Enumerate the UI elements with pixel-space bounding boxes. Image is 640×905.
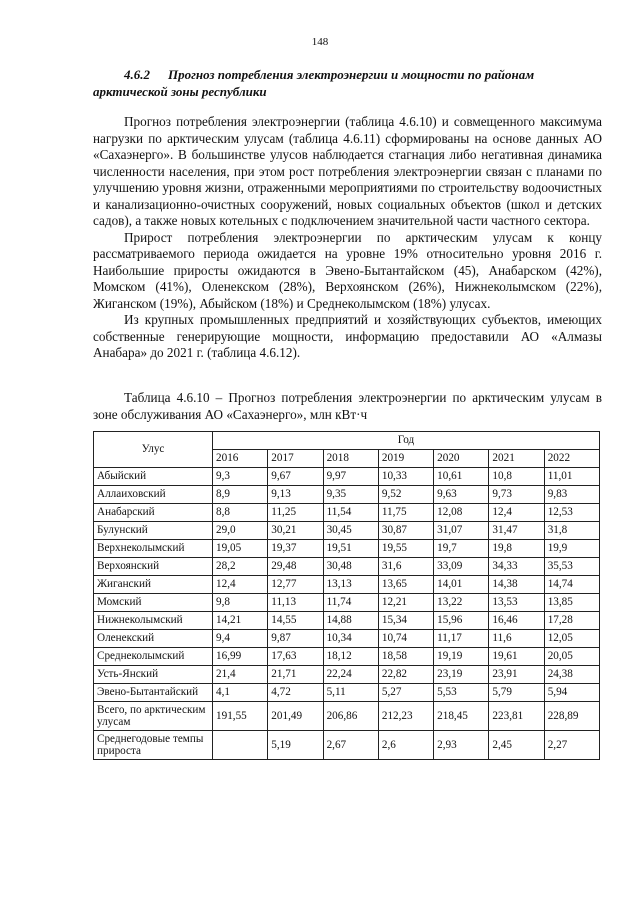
table-row bbox=[94, 666, 600, 684]
table-row bbox=[94, 630, 600, 648]
table-row bbox=[94, 594, 600, 612]
row-value-cell: 13,53 bbox=[489, 594, 544, 612]
row-value-cell: 9,63 bbox=[434, 486, 489, 504]
row-value-cell: 8,8 bbox=[213, 504, 268, 522]
row-value-cell: 206,86 bbox=[323, 702, 378, 731]
row-value-cell: 5,27 bbox=[378, 684, 433, 702]
table-row bbox=[94, 558, 600, 576]
row-value-cell: 12,21 bbox=[378, 594, 433, 612]
row-value-cell: 19,9 bbox=[544, 540, 599, 558]
row-value-cell: 2,6 bbox=[378, 731, 433, 760]
row-value-cell: 9,87 bbox=[268, 630, 323, 648]
row-value-cell: 5,53 bbox=[434, 684, 489, 702]
row-value-cell: 228,89 bbox=[544, 702, 599, 731]
header-year: 2021 bbox=[489, 450, 544, 468]
row-value-cell: 11,74 bbox=[323, 594, 378, 612]
row-value-cell: 9,97 bbox=[323, 468, 378, 486]
row-ulus-name: Оленекский bbox=[94, 630, 213, 648]
row-value-cell: 4,1 bbox=[213, 684, 268, 702]
paragraph-forecast-basis: Прогноз потребления электроэнергии (таблица 4.6.10) и совмещенного максимума нагрузки по арктическим улусам (таблица 4.6.11) сформированы на основе данных АО «Сахаэнерго». В большинстве улусов наблюдается стагнация либо негативная динамика численности населения, при этом рост потребления электроэнергии связан с планами по улучшению уровня жизни, отраженными мероприятиями по строительству водоочистных и канализационно-очистных сооружений, новых социальных объектов (школ и детских садов), а также новых котельных с подключением значительной части частного сектора. bbox=[93, 114, 602, 228]
row-value-cell: 9,4 bbox=[213, 630, 268, 648]
row-value-cell: 9,35 bbox=[323, 486, 378, 504]
row-value-cell: 9,52 bbox=[378, 486, 433, 504]
row-value-cell bbox=[213, 731, 268, 760]
row-value-cell: 12,4 bbox=[489, 504, 544, 522]
row-value-cell: 11,75 bbox=[378, 504, 433, 522]
table-row bbox=[94, 576, 600, 594]
row-value-cell: 19,55 bbox=[378, 540, 433, 558]
table-row bbox=[94, 612, 600, 630]
row-value-cell: 18,58 bbox=[378, 648, 433, 666]
row-value-cell: 9,8 bbox=[213, 594, 268, 612]
row-ulus-name: Жиганский bbox=[94, 576, 213, 594]
header-year: 2016 bbox=[213, 450, 268, 468]
row-value-cell: 10,33 bbox=[378, 468, 433, 486]
row-value-cell: 11,54 bbox=[323, 504, 378, 522]
row-value-cell: 5,79 bbox=[489, 684, 544, 702]
row-value-cell: 22,24 bbox=[323, 666, 378, 684]
row-value-cell: 15,96 bbox=[434, 612, 489, 630]
header-god: Год bbox=[213, 432, 600, 450]
row-value-cell: 10,34 bbox=[323, 630, 378, 648]
row-value-cell: 14,74 bbox=[544, 576, 599, 594]
row-value-cell: 14,21 bbox=[213, 612, 268, 630]
row-value-cell: 35,53 bbox=[544, 558, 599, 576]
row-value-cell: 191,55 bbox=[213, 702, 268, 731]
row-value-cell: 23,19 bbox=[434, 666, 489, 684]
row-value-cell: 31,6 bbox=[378, 558, 433, 576]
row-value-cell: 14,38 bbox=[489, 576, 544, 594]
row-value-cell: 22,82 bbox=[378, 666, 433, 684]
header-year: 2018 bbox=[323, 450, 378, 468]
row-value-cell: 29,48 bbox=[268, 558, 323, 576]
paragraph-enterprises: Из крупных промышленных предприятий и хозяйствующих субъектов, имеющих собственные генерирующие мощности, информацию предоставили АО «Алмазы Анабара» до 2021 г. (таблица 4.6.12). bbox=[93, 312, 602, 360]
row-ulus-name: Всего, по арктическим улусам bbox=[94, 702, 213, 731]
paragraph-growth: Прирост потребления электроэнергии по арктическим улусам к концу рассматриваемого периода ожидается на уровне 19% относительно уровня 2016 г. Наибольшие приросты ожидаются в Эвено-Бытантайском (45), Анабарском (42%), Момском (41%), Оленекском (28%), Верхоянском (26%), Нижнеколымском (22%), Жиганском (19%), Абыйском (18%) и Среднеколымском (18%) улусах. bbox=[93, 229, 602, 311]
header-year: 2022 bbox=[544, 450, 599, 468]
row-value-cell: 19,61 bbox=[489, 648, 544, 666]
row-value-cell: 12,77 bbox=[268, 576, 323, 594]
row-value-cell: 10,61 bbox=[434, 468, 489, 486]
row-value-cell: 13,65 bbox=[378, 576, 433, 594]
row-value-cell: 12,4 bbox=[213, 576, 268, 594]
row-ulus-name: Абыйский bbox=[94, 468, 213, 486]
row-value-cell: 21,4 bbox=[213, 666, 268, 684]
row-value-cell: 5,94 bbox=[544, 684, 599, 702]
row-value-cell: 5,11 bbox=[323, 684, 378, 702]
row-value-cell: 12,05 bbox=[544, 630, 599, 648]
row-value-cell: 15,34 bbox=[378, 612, 433, 630]
row-value-cell: 218,45 bbox=[434, 702, 489, 731]
row-value-cell: 21,71 bbox=[268, 666, 323, 684]
row-value-cell: 19,51 bbox=[323, 540, 378, 558]
row-ulus-name: Среднеколымский bbox=[94, 648, 213, 666]
row-ulus-name: Верхнеколымский bbox=[94, 540, 213, 558]
row-value-cell: 9,13 bbox=[268, 486, 323, 504]
section-heading bbox=[93, 66, 602, 100]
row-ulus-name: Эвено-Бытантайский bbox=[94, 684, 213, 702]
row-value-cell: 14,01 bbox=[434, 576, 489, 594]
row-value-cell: 13,85 bbox=[544, 594, 599, 612]
row-value-cell: 12,53 bbox=[544, 504, 599, 522]
section-title-line1: Прогноз потребления электроэнергии и мощности по районам bbox=[168, 67, 535, 82]
row-value-cell: 5,19 bbox=[268, 731, 323, 760]
row-value-cell: 19,37 bbox=[268, 540, 323, 558]
row-value-cell: 10,8 bbox=[489, 468, 544, 486]
section-title-line2: арктической зоны республики bbox=[93, 84, 267, 99]
row-ulus-name: Верхоянский bbox=[94, 558, 213, 576]
row-value-cell: 223,81 bbox=[489, 702, 544, 731]
row-value-cell: 17,63 bbox=[268, 648, 323, 666]
row-value-cell: 29,0 bbox=[213, 522, 268, 540]
row-value-cell: 11,01 bbox=[544, 468, 599, 486]
table-body bbox=[94, 468, 600, 760]
row-ulus-name: Булунский bbox=[94, 522, 213, 540]
header-ulus: Улус bbox=[94, 432, 213, 468]
row-value-cell: 201,49 bbox=[268, 702, 323, 731]
row-value-cell: 23,91 bbox=[489, 666, 544, 684]
table-row bbox=[94, 540, 600, 558]
row-value-cell: 31,07 bbox=[434, 522, 489, 540]
table-row bbox=[94, 684, 600, 702]
row-value-cell: 20,05 bbox=[544, 648, 599, 666]
body-text bbox=[93, 114, 602, 362]
table-row bbox=[94, 504, 600, 522]
row-value-cell: 31,47 bbox=[489, 522, 544, 540]
row-value-cell: 31,8 bbox=[544, 522, 599, 540]
row-value-cell: 14,88 bbox=[323, 612, 378, 630]
table-row bbox=[94, 702, 600, 731]
header-year: 2020 bbox=[434, 450, 489, 468]
row-value-cell: 2,27 bbox=[544, 731, 599, 760]
row-ulus-name: Аллаиховский bbox=[94, 486, 213, 504]
table-row bbox=[94, 731, 600, 760]
row-value-cell: 30,87 bbox=[378, 522, 433, 540]
table-caption bbox=[93, 390, 602, 423]
row-value-cell: 34,33 bbox=[489, 558, 544, 576]
table-caption-text: Таблица 4.6.10 – Прогноз потребления электроэнергии по арктическим улусам в зоне обслуживания АО «Сахаэнерго», млн кВт·ч bbox=[93, 390, 602, 422]
table-row bbox=[94, 486, 600, 504]
row-value-cell: 14,55 bbox=[268, 612, 323, 630]
row-value-cell: 16,46 bbox=[489, 612, 544, 630]
table-row bbox=[94, 648, 600, 666]
row-ulus-name: Момский bbox=[94, 594, 213, 612]
row-value-cell: 30,45 bbox=[323, 522, 378, 540]
row-value-cell: 19,05 bbox=[213, 540, 268, 558]
row-value-cell: 19,7 bbox=[434, 540, 489, 558]
row-ulus-name: Нижнеколымский bbox=[94, 612, 213, 630]
row-value-cell: 19,8 bbox=[489, 540, 544, 558]
row-value-cell: 2,93 bbox=[434, 731, 489, 760]
row-value-cell: 9,3 bbox=[213, 468, 268, 486]
row-value-cell: 24,38 bbox=[544, 666, 599, 684]
row-ulus-name: Анабарский bbox=[94, 504, 213, 522]
row-value-cell: 9,67 bbox=[268, 468, 323, 486]
row-value-cell: 8,9 bbox=[213, 486, 268, 504]
row-ulus-name: Усть-Янский bbox=[94, 666, 213, 684]
consumption-table bbox=[93, 431, 600, 760]
row-value-cell: 30,21 bbox=[268, 522, 323, 540]
row-value-cell: 16,99 bbox=[213, 648, 268, 666]
row-value-cell: 13,13 bbox=[323, 576, 378, 594]
row-value-cell: 28,2 bbox=[213, 558, 268, 576]
row-value-cell: 17,28 bbox=[544, 612, 599, 630]
page-number: 148 bbox=[311, 36, 329, 48]
header-year: 2019 bbox=[378, 450, 433, 468]
row-ulus-name: Среднегодовые темпы прироста bbox=[94, 731, 213, 760]
row-value-cell: 2,67 bbox=[323, 731, 378, 760]
row-value-cell: 11,17 bbox=[434, 630, 489, 648]
row-value-cell: 13,22 bbox=[434, 594, 489, 612]
row-value-cell: 10,74 bbox=[378, 630, 433, 648]
row-value-cell: 212,23 bbox=[378, 702, 433, 731]
table-row bbox=[94, 468, 600, 486]
header-year: 2017 bbox=[268, 450, 323, 468]
row-value-cell: 19,19 bbox=[434, 648, 489, 666]
row-value-cell: 11,25 bbox=[268, 504, 323, 522]
row-value-cell: 30,48 bbox=[323, 558, 378, 576]
row-value-cell: 18,12 bbox=[323, 648, 378, 666]
row-value-cell: 2,45 bbox=[489, 731, 544, 760]
row-value-cell: 11,13 bbox=[268, 594, 323, 612]
row-value-cell: 9,73 bbox=[489, 486, 544, 504]
row-value-cell: 33,09 bbox=[434, 558, 489, 576]
row-value-cell: 12,08 bbox=[434, 504, 489, 522]
row-value-cell: 9,83 bbox=[544, 486, 599, 504]
table-header-row bbox=[94, 432, 600, 450]
row-value-cell: 11,6 bbox=[489, 630, 544, 648]
row-value-cell: 4,72 bbox=[268, 684, 323, 702]
table-row bbox=[94, 522, 600, 540]
section-number: 4.6.2 bbox=[124, 67, 150, 82]
